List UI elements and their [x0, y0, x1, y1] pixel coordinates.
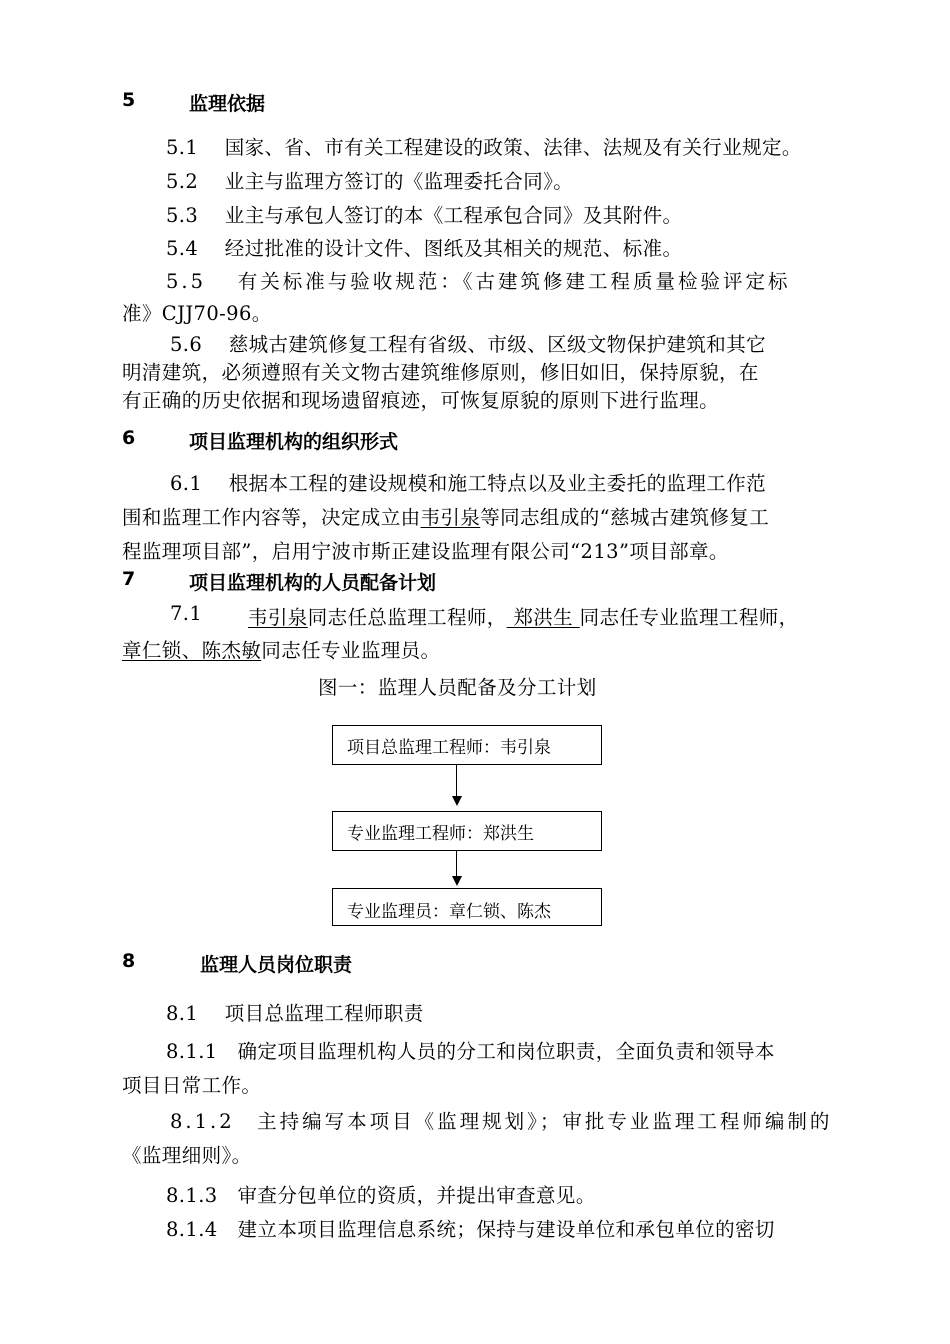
item-5-5-line1: 5.5 有关标准与验收规范：《古建筑修建工程质量检验评定标	[166, 270, 791, 293]
section-7-title: 项目监理机构的人员配备计划	[189, 572, 437, 594]
specialist-engineer: 郑洪生	[506, 606, 580, 629]
item-8-1-1-line1: 8.1.1 确定项目监理机构人员的分工和岗位职责，全面负责和领导本	[166, 1040, 775, 1063]
item-7-1-text2: 同志任专业监理工程师，	[579, 606, 799, 629]
connector-line-2	[456, 851, 457, 877]
item-7-1-number: 7.1	[170, 602, 203, 625]
item-5-3: 5.3 业主与承包人签订的本《工程承包合同》及其附件。	[166, 204, 683, 227]
item-7-1-text1: 同志任总监理工程师，	[307, 606, 507, 629]
item-8-1-1-line2: 项目日常工作。	[122, 1074, 262, 1097]
item-8-1-2-line2: 《监理细则》。	[122, 1144, 252, 1167]
item-5-6-line1: 5.6 慈城古建筑修复工程有省级、市级、区级文物保护建筑和其它	[170, 333, 767, 356]
section-6-number: 6	[122, 427, 136, 449]
org-box-chief	[332, 725, 602, 765]
org-box-chief-label: 项目总监理工程师：韦引泉	[347, 737, 551, 758]
chief-supervisor: 韦引泉	[248, 606, 308, 629]
section-8-title: 监理人员岗位职责	[200, 954, 353, 976]
arrow-down-icon	[452, 796, 462, 806]
item-6-1-line3: 程监理项目部”，启用宁波市斯正建设监理有限公司“213”项目部章。	[122, 540, 729, 563]
org-box-supervisor	[332, 888, 602, 926]
item-5-2: 5.2 业主与监理方签订的《监理委托合同》。	[166, 170, 574, 193]
chief-supervisor-name: 韦引泉	[420, 506, 481, 529]
section-8-number: 8	[122, 950, 136, 972]
section-5-number: 5	[122, 89, 136, 111]
connector-line-1	[456, 765, 457, 797]
item-7-1-line2	[122, 635, 440, 663]
item-6-1-line1: 6.1 根据本工程的建设规模和施工特点以及业主委托的监理工作范	[170, 472, 767, 495]
item-5-4: 5.4 经过批准的设计文件、图纸及其相关的规范、标准。	[166, 237, 683, 260]
item-6-1-line2	[122, 502, 769, 530]
item-5-5-line2: 准》CJJ70-96。	[122, 302, 272, 325]
item-7-1-text3: 同志任专业监理员。	[261, 639, 441, 662]
item-8-1: 8.1 项目总监理工程师职责	[166, 1002, 424, 1025]
arrow-down-icon	[452, 876, 462, 886]
org-box-supervisor-label: 专业监理员：章仁锁、陈杰	[347, 902, 551, 922]
section-6-title: 项目监理机构的组织形式	[189, 431, 399, 453]
item-8-1-2-line1: 8.1.2 主持编写本项目《监理规划》；审批专业监理工程师编制的	[170, 1110, 833, 1133]
org-box-engineer	[332, 811, 602, 851]
item-7-1-line1	[248, 602, 799, 630]
item-6-1-text-a: 围和监理工作内容等，决定成立由	[122, 506, 421, 529]
item-8-1-4: 8.1.4 建立本项目监理信息系统；保持与建设单位和承包单位的密切	[166, 1218, 775, 1241]
item-5-6-line2: 明清建筑，必须遵照有关文物古建筑维修原则，修旧如旧，保持原貌，在	[122, 361, 759, 384]
section-5-title: 监理依据	[189, 93, 266, 115]
section-7-number: 7	[122, 568, 136, 590]
supervisors: 章仁锁、陈杰敏	[122, 639, 262, 662]
figure-caption: 图一：监理人员配备及分工计划	[318, 676, 597, 699]
org-box-engineer-label: 专业监理工程师：郑洪生	[347, 823, 534, 844]
item-6-1-text-b: 等同志组成的“慈城古建筑修复工	[480, 506, 770, 529]
item-5-6-line3: 有正确的历史依据和现场遗留痕迹，可恢复原貌的原则下进行监理。	[122, 389, 720, 412]
item-8-1-3: 8.1.3 审查分包单位的资质，并提出审查意见。	[166, 1184, 596, 1207]
item-5-1: 5.1 国家、省、市有关工程建设的政策、法律、法规及有关行业规定。	[166, 136, 802, 159]
